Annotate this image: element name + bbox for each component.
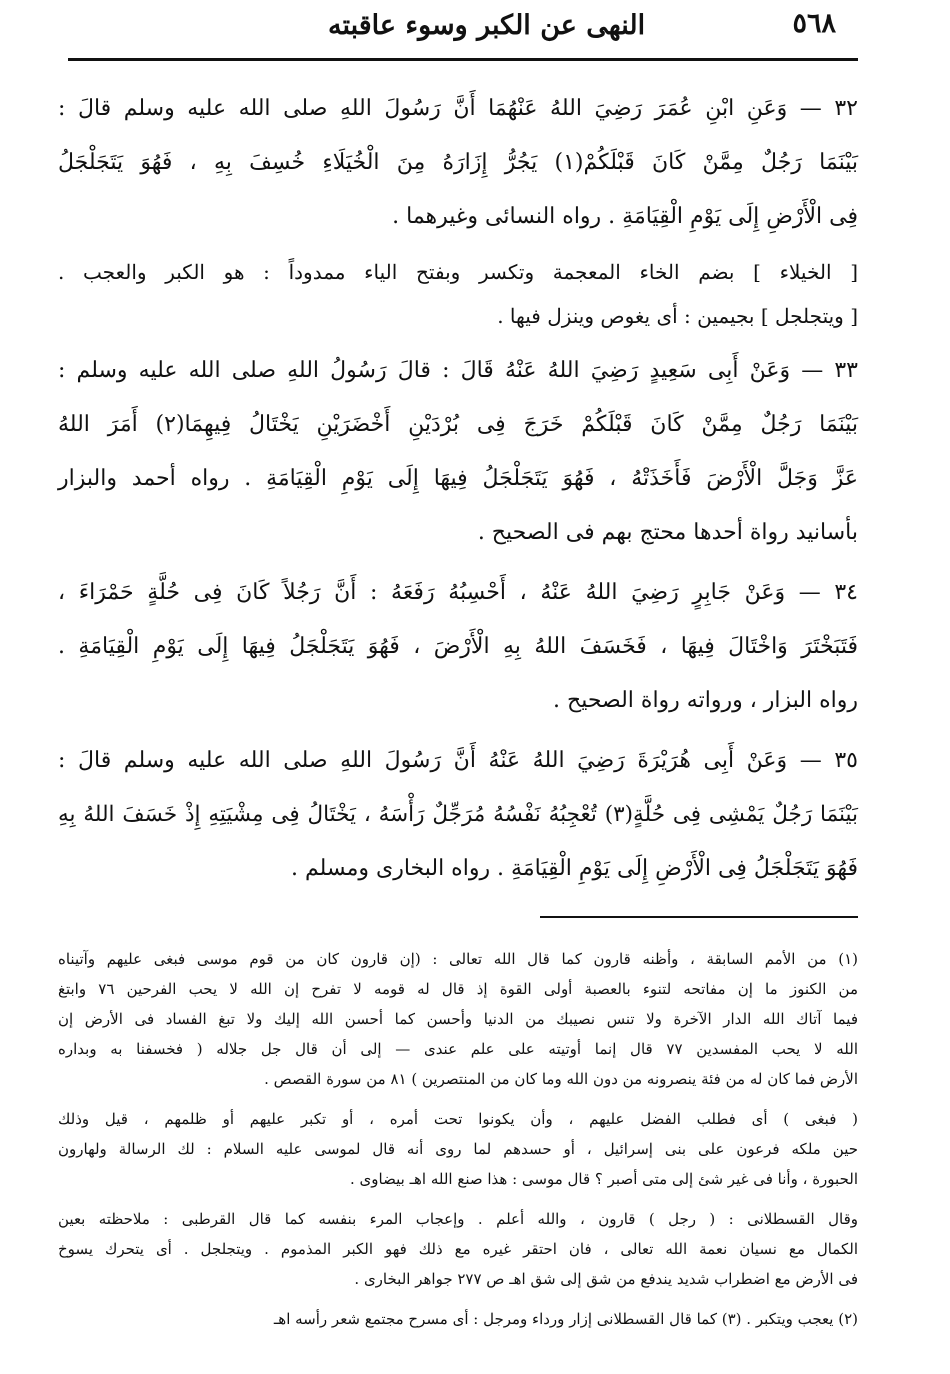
hadith-34 [58,566,858,728]
footnote-separator [540,916,858,918]
text-line: فَهُوَ يَتَجَلْجَلُ فِى الْأَرْضِ إِلَى يَوْمِ الْقِيَامَةِ . رواه البخارى ومسلم . [291,856,858,881]
footnote-line: الأرض فما كان له من فئة ينصرونه من دون الله وما كان من المنتصرين ) ٨١ من سورة القصص . [264,1070,858,1088]
footnote-line: حين ملكه فرعون على بنى إسرائيل ، أو حسدهم لما روى أنه قال لموسى عليه السلام : لك الرسالة ولهارون [58,1140,858,1158]
text-line: بَيْنَمَا رَجُلٌ يَمْشِى فِى حُلَّةٍ(٣) تُعْجِبُهُ نَفْسُهُ مُرَجِّلٌ رَأْسَهُ ، يَخْتَالُ فِى مِشْيَتِهِ إِذْ خَسَفَ اللهُ بِهِ [58,802,858,827]
footnote-line: فى الأرض مع اضطراب شديد يندفع من شق إلى شق اهـ ص ٢٧٧ جواهر البخارى . [354,1270,858,1288]
hadith-32 [58,82,858,244]
hadith-35 [58,734,858,896]
footnote-line: فيما آتاك الله الدار الآخرة ولا تنس نصيبك من الدنيا وأحسن كما أحسن الله إليك ولا تبغ الفساد فى الأرض إن [58,1010,858,1028]
gloss-32 [58,250,858,338]
text-line: رواه البزار ، ورواته رواة الصحيح . [553,688,858,713]
footnote-1 [58,944,858,1094]
footnote-line: (٢) يعجب ويتكبر . (٣) كما قال القسطلانى إزار ورداء ومرجل : أى مسرح مجتمع شعر رأسه اهـ [273,1310,858,1328]
hadith-33 [58,344,858,560]
footnotes [58,944,858,1344]
footnote-line: (١) من الأمم السابقة ، وأظنه قارون كما قال الله تعالى : (إن قارون كان من قوم موسى فبغى عليهم وآتيناه [58,950,858,968]
running-title: النهى عن الكبر وسوء عاقبته [328,10,646,41]
footnote-line: الحبورة ، وأنا فى غير شئ إلى متى أصبر ؟ قال موسى : هذا صنع الله اهـ بيضاوى . [350,1170,858,1188]
text-line: ٣٤ — وَعَنْ جَابِرٍ رَضِيَ اللهُ عَنْهُ ، أَحْسِبُهُ رَفَعَهُ : أَنَّ رَجُلاً كَانَ فِى حُلَّةٍ حَمْرَاءَ ، [58,580,858,605]
text-line: عَزَّ وَجَلَّ الْأَرْضَ فَأَخَذَتْهُ ، فَهُوَ يَتَجَلْجَلُ فِيهَا إِلَى يَوْمِ الْقِيَامَةِ . رواه أحمد والبزار [58,466,858,491]
footnote-1-qastalani [58,1204,858,1294]
text-line: بَيْنَمَا رَجُلٌ مِمَّنْ كَانَ قَبْلَكُمْ(١) يَجُرُّ إِزَارَهُ مِنَ الْخُيَلَاءِ خُسِفَ بِهِ ، فَهُوَ يَتَجَلْجَلُ [58,150,858,175]
footnote-1-commentary [58,1104,858,1194]
header-rule [68,58,858,61]
book-page [58,0,858,1374]
text-line: [ ويتجلجل ] بجيمين : أى يغوص وينزل فيها . [497,304,858,328]
text-line: ٣٥ — وَعَنْ أَبِى هُرَيْرَةَ رَضِيَ اللهُ عَنْهُ أَنَّ رَسُولَ اللهِ صلى الله عليه وسلم قالَ : [58,748,858,773]
text-line: ٣٢ — وَعَنِ ابْنِ عُمَرَ رَضِيَ اللهُ عَنْهُمَا أَنَّ رَسُولَ اللهِ صلى الله عليه وسلم قالَ : [58,96,858,121]
text-line: بَيْنَمَا رَجُلٌ مِمَّنْ كَانَ قَبْلَكُمْ خَرَجَ فِى بُرْدَيْنِ أَخْضَرَيْنِ يَخْتَالُ فِيهِمَا(٢) أَمَرَ اللهُ [58,412,858,437]
footnote-line: وقال القسطلانى : ( رجل ) قارون ، والله أعلم . وإعجاب المرء بنفسه كما قال القرطبى : ملاحظته بعين [58,1210,858,1228]
text-line: [ الخيلاء ] بضم الخاء المعجمة وتكسر وبفتح الياء ممدوداً : هو الكبر والعجب . [58,260,858,284]
footnote-line: الكمال مع نسيان نعمة الله تعالى ، فان احتقر غيره مع ذلك فهو الكبر المذموم . ويتجلجل . أى يتحرك يسوخ [58,1240,858,1258]
footnote-line: ( فبغى ) أى فطلب الفضل عليهم ، وأن يكونوا تحت أمره ، أو تكبر عليهم أو ظلمهم ، قيل وذلك [58,1110,858,1128]
footnote-line: من الكنوز ما إن مفاتحه لتنوء بالعصبة أولى القوة إذ قال له قومه لا تفرح إن الله لا يحب الفرحين ٧٦ وابتغ [58,980,858,998]
footnote-line: الله لا يحب المفسدين ٧٧ قال إنما أوتيته على علم عندى — إلى أن قال جل جلاله ( فخسفنا به وبداره [58,1040,858,1058]
text-line: فِى الْأَرْضِ إِلَى يَوْمِ الْقِيَامَةِ . رواه النسائى وغيرهما . [392,204,858,229]
page-header [58,0,858,60]
text-line: بأسانيد رواة أحدها محتج بهم فى الصحيح . [477,520,858,545]
text-line: فَتَبَخْتَرَ وَاخْتَالَ فِيهَا ، فَخَسَفَ اللهُ بِهِ الْأَرْضَ ، فَهُوَ يَتَجَلْجَلُ فِيهَا إِلَى يَوْمِ الْقِيَامَةِ . [58,634,858,659]
footnote-2-3 [58,1304,858,1334]
text-line: ٣٣ — وَعَنْ أَبِى سَعِيدٍ رَضِيَ اللهُ عَنْهُ قَالَ : قالَ رَسُولُ اللهِ صلى الله عليه وسلم : [58,358,858,383]
main-text [58,82,858,902]
page-number: ٥٦٨ [792,8,836,39]
